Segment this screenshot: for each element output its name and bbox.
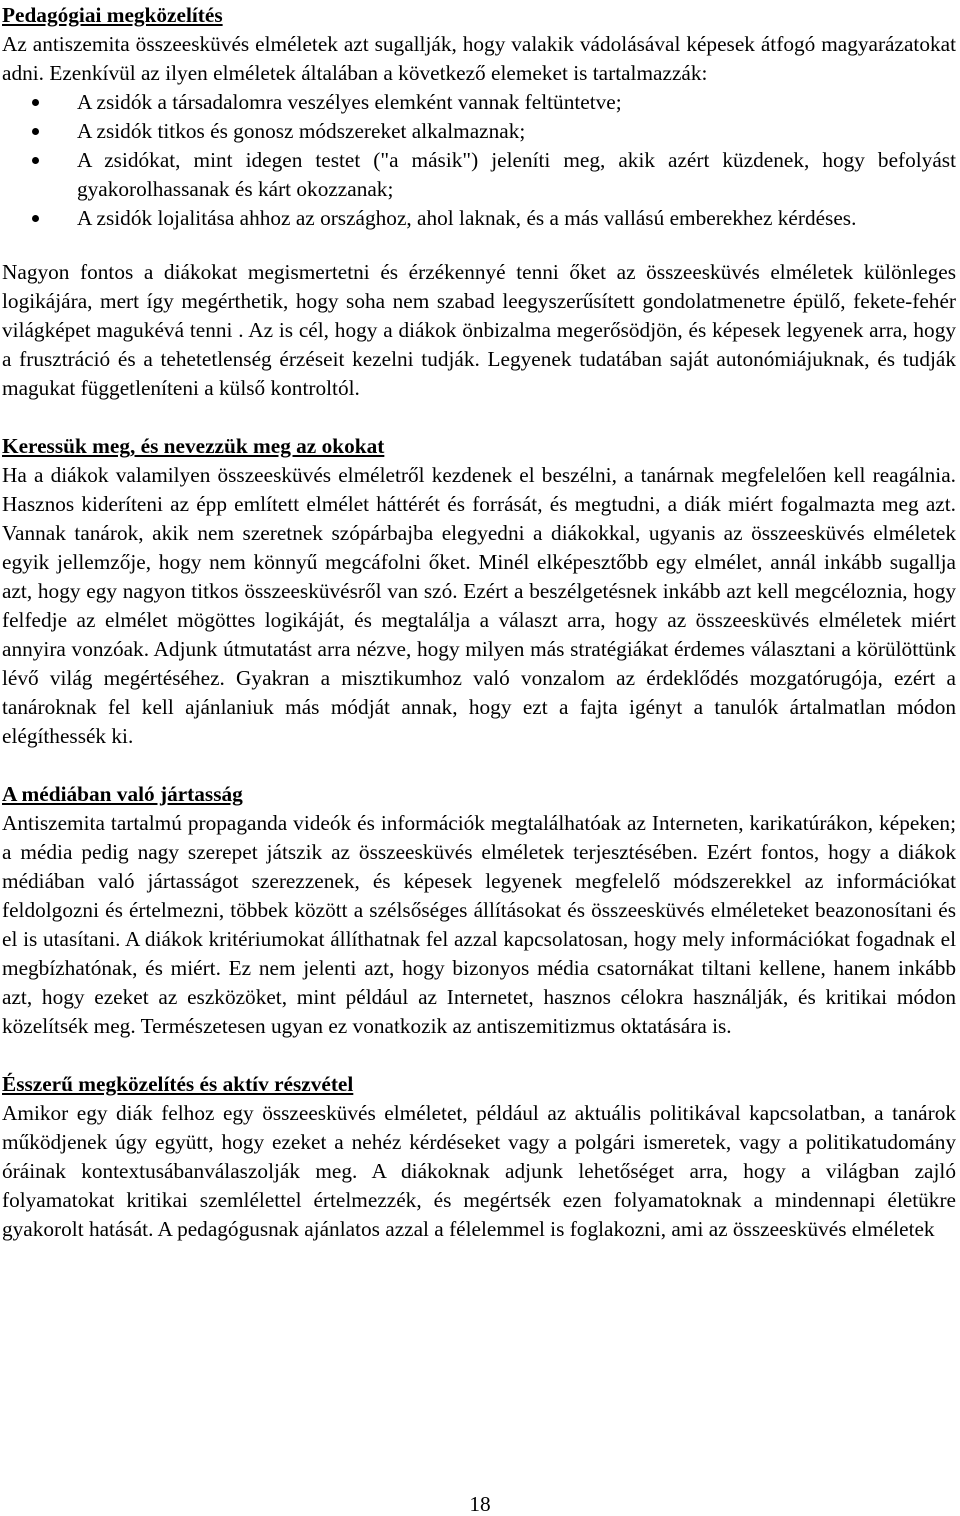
section-media-literacy (2, 780, 956, 1041)
page-number: 18 (469, 1492, 491, 1516)
document-page (2, 0, 956, 1244)
bullet-icon (32, 99, 39, 106)
section-heading: Pedagógiai megközelítés (2, 3, 223, 27)
body-paragraph: Ha a diákok valamilyen összeesküvés elméletről kezdenek el beszélni, a tanárnak megfelelően kell reagálnia. Hasznos kideríteni az épp említett elmélet háttérét és forrását, és megtudni, a diák miért fogalmazta meg azt. Vannak tanárok, akik nem szeretnek szópárbajba elegyedni a diákokkal, ugyanis az összeesküvés elméletek egyik jellemzője, hogy nem könnyű megcáfolni őket. Minél elképesztőbb egy elmélet, annál inkább sugallja azt, hogy egy nagyon titkos összeesküvésről van szó. Ezért a beszélgetésnek inkább azt kell megcéloznia, hogy felfedje az elmélet mögöttes logikáját, és megtalálja a választ arra, hogy az összeesküvés elméletek miért annyira vonzóak. Adjunk útmutatást arra nézve, hogy milyen más stratégiákat érdemes választani a körülöttünk lévő világ megértéséhez. Gyakran a misztikumhoz való vonzalom az érdeklődés mozgatórugója, ezért a tanároknak fel kell ajánlaniuk más módját annak, hogy ezt a fajta igényt a tanulók ártalmatlan módon elégíthessék ki. (2, 463, 956, 748)
bullet-icon (32, 128, 39, 135)
section-pedagogical-approach (2, 1, 956, 403)
section-rational-approach (2, 1070, 956, 1244)
list-item: A zsidók a társadalomra veszélyes elemként vannak feltüntetve; (77, 88, 956, 117)
list-item: A zsidók titkos és gonosz módszereket alkalmaznak; (77, 117, 956, 146)
section-heading: Ésszerű megközelítés és aktív részvétel (2, 1072, 354, 1096)
body-paragraph: Nagyon fontos a diákokat megismertetni és érzékennyé tenni őket az összeesküvés elméletek különleges logikájára, mert így megérthetik, hogy soha nem szabad leegyszerűsített gondolatmenetre épülő, fekete-fehér világképet magukévá tenni . Az is cél, hogy a diákok önbizalma megerősödjön, és képesek legyenek arra, hogy a frusztráció és a tehetetlenség érzéseit kezelni tudják. Legyenek tudatában saját autonómiájuknak, és tudják magukat függetleníteni a külső kontroltól. (2, 260, 956, 400)
body-paragraph: Amikor egy diák felhoz egy összeesküvés elméletet, például az aktuális politikával kapcsolatban, a tanárok működjenek úgy együtt, hogy ezeket a nehéz kérdéseket vagy a polgári ismeretek, vagy a politikatudomány óráinak kontextusábanválaszolják meg. A diákoknak adjunk lehetőséget arra, hogy a világban zajló folyamatokat kritikai szemlélettel értelmezzék, és megértsék ezen folyamatoknak a mindennapi életükre gyakorolt hatását. A pedagógusnak ajánlatos azzal a félelemmel is foglakozni, ami az összeesküvés elméletek (2, 1101, 956, 1241)
bullet-icon (32, 157, 39, 164)
bullet-list (2, 88, 956, 233)
list-item: A zsidókat, mint idegen testet ("a másik") jeleníti meg, akik azért küzdenek, hogy befolyást gyakorolhassanak és kárt okozzanak; (77, 146, 956, 204)
list-item: A zsidók lojalitása ahhoz az országhoz, ahol laknak, és a más vallású emberekhez kérdéses. (77, 204, 956, 233)
bullet-icon (32, 215, 39, 222)
section-find-causes (2, 432, 956, 751)
body-paragraph: Antiszemita tartalmú propaganda videók és információk megtalálhatóak az Interneten, karikatúrákon, képeken; a média pedig nagy szerepet játszik az összeesküvés elméletek terjesztésében. Ezért fontos, hogy a diákok médiában való jártasságot szerezzenek, és képesek legyenek megfelelő módszerekkel az információkat feldolgozni és értelmezni, többek között a szélsőséges állításokat és összeesküvés elméleteket beazonosítani és el is utasítani. A diákok kritériumokat állíthatnak fel azzal kapcsolatosan, hogy mely információkat fogadnak el megbízhatónak, és miért. Ez nem jelenti azt, hogy bizonyos média csatornákat tiltani kellene, hanem inkább azt, hogy ezeket az eszközöket, mint például az Internetet, hasznos célokra használják, és kritikai módon közelítsék meg. Természetesen ugyan ez vonatkozik az antiszemitizmus oktatására is. (2, 811, 956, 1038)
section-heading: Keressük meg, és nevezzük meg az okokat (2, 434, 385, 458)
section-heading: A médiában való jártasság (2, 782, 243, 806)
intro-paragraph: Az antiszemita összeesküvés elméletek azt sugallják, hogy valakik vádolásával képesek átfogó magyarázatokat adni. Ezenkívül az ilyen elméletek általában a következő elemeket is tartalmazzák: (2, 32, 956, 85)
